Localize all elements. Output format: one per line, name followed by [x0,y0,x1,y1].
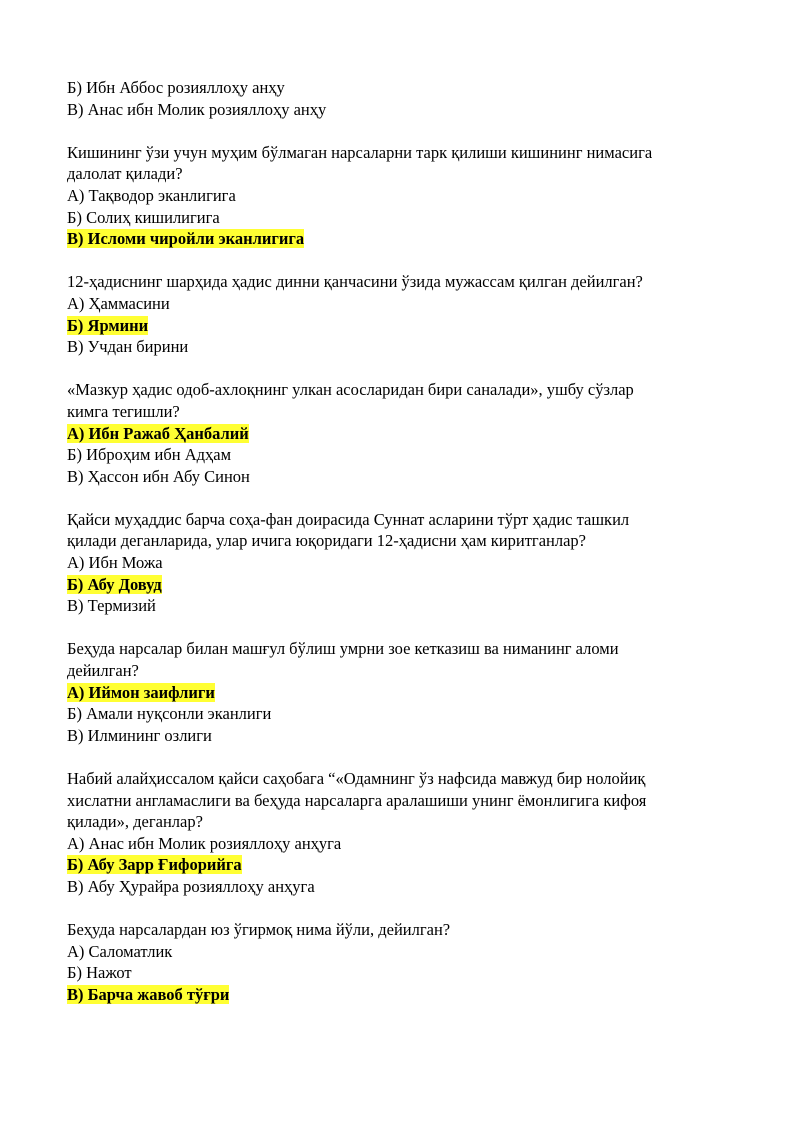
answer-option [67,336,747,358]
question-text: Беҳуда нарсалардан юз ўгирмоқ нима йўли, дейилган? [67,920,451,940]
question-block [67,271,747,357]
question-text: кимга тегишли? [67,401,180,421]
correct-answer-option [67,423,747,445]
question-text: 12-ҳадиснинг шарҳида ҳадис динни қанчасини ўзида мужассам қилган дейилган? [67,272,643,292]
answer-text: А) Саломатлик [67,941,173,961]
question-text: қилади», деганлар? [67,812,203,832]
answer-option [67,99,747,121]
correct-answer-option [67,682,747,704]
answer-text: Б) Солиҳ кишилигига [67,207,220,227]
question-block [67,379,747,487]
answer-text: Б) Иброҳим ибн Адҳам [67,445,232,465]
question-block [67,509,747,617]
answer-text: Б) Ибн Аббос розияллоҳу анҳу [67,78,285,97]
correct-answer-text: Б) Абу Довуд [67,574,162,594]
answer-option [67,962,747,984]
correct-answer-option [67,574,747,596]
quiz-document [67,77,747,1027]
answer-text: А) Ибн Можа [67,553,163,573]
question-text: далолат қилади? [67,164,183,184]
answer-text: Б) Нажот [67,963,132,983]
answer-option [67,725,747,747]
question-block [67,919,747,1005]
answer-option [67,185,747,207]
answer-option [67,293,747,315]
question-text: Беҳуда нарсалар билан машғул бўлиш умрни зое кетказиш ва ниманинг аломи [67,639,619,659]
correct-answer-text: А) Ибн Ражаб Ҳанбалий [67,423,249,443]
question-block [67,768,747,898]
question-block [67,638,747,746]
question-text: дейилган? [67,661,139,681]
answer-option [67,552,747,574]
answer-text: В) Анас ибн Молик розияллоҳу анҳу [67,99,327,119]
answer-text: Б) Амали нуқсонли эканлиги [67,704,272,724]
correct-answer-option [67,984,747,1006]
answer-text: В) Илмининг озлиги [67,725,212,745]
correct-answer-text: Б) Абу Зарр Ғифорийга [67,855,242,875]
question-text: қилади деганларида, улар ичига юқоридаги 12-ҳадисни ҳам киритганлар? [67,531,586,551]
question-text: Кишининг ўзи учун муҳим бўлмаган нарсаларни тарк қилиши кишининг нимасига [67,142,653,162]
correct-answer-option [67,854,747,876]
question-text: хислатни англамаслиги ва беҳуда нарсаларга аралашиши унинг ёмонлигига кифоя [67,790,647,810]
answer-text: А) Анас ибн Молик розияллоҳу анҳуга [67,833,342,853]
correct-answer-text: В) Исломи чиройли эканлигига [67,229,305,249]
answer-text: В) Термизий [67,596,156,616]
answer-option [67,876,747,898]
answer-text: А) Тақводор эканлигига [67,185,236,205]
answer-option [67,703,747,725]
answer-text: В) Абу Ҳурайра розияллоҳу анҳуга [67,876,315,896]
question-text: Набий алайҳиссалом қайси саҳобага “«Одамнинг ўз нафсида мавжуд бир нолойиқ [67,769,646,788]
answer-option [67,833,747,855]
answer-option [67,77,747,99]
correct-answer-text: В) Барча жавоб тўғри [67,984,230,1004]
answer-option [67,466,747,488]
lead-options-block [67,77,747,120]
correct-answer-option [67,315,747,337]
answer-option [67,207,747,229]
answer-option [67,444,747,466]
questions-list [67,142,747,1006]
correct-answer-option [67,228,747,250]
answer-option [67,941,747,963]
answer-text: А) Ҳаммасини [67,293,170,313]
answer-option [67,595,747,617]
answer-text: В) Ҳассон ибн Абу Синон [67,466,250,486]
correct-answer-text: А) Иймон заифлиги [67,682,215,702]
question-text: «Мазкур ҳадис одоб-ахлоқнинг улкан асосларидан бири саналади», ушбу сўзлар [67,380,634,400]
correct-answer-text: Б) Ярмини [67,315,149,335]
answer-text: В) Учдан бирини [67,337,189,357]
question-text: Қайси муҳаддис барча соҳа-фан доирасида Суннат асларини тўрт ҳадис ташкил [67,509,630,529]
question-block [67,142,747,250]
